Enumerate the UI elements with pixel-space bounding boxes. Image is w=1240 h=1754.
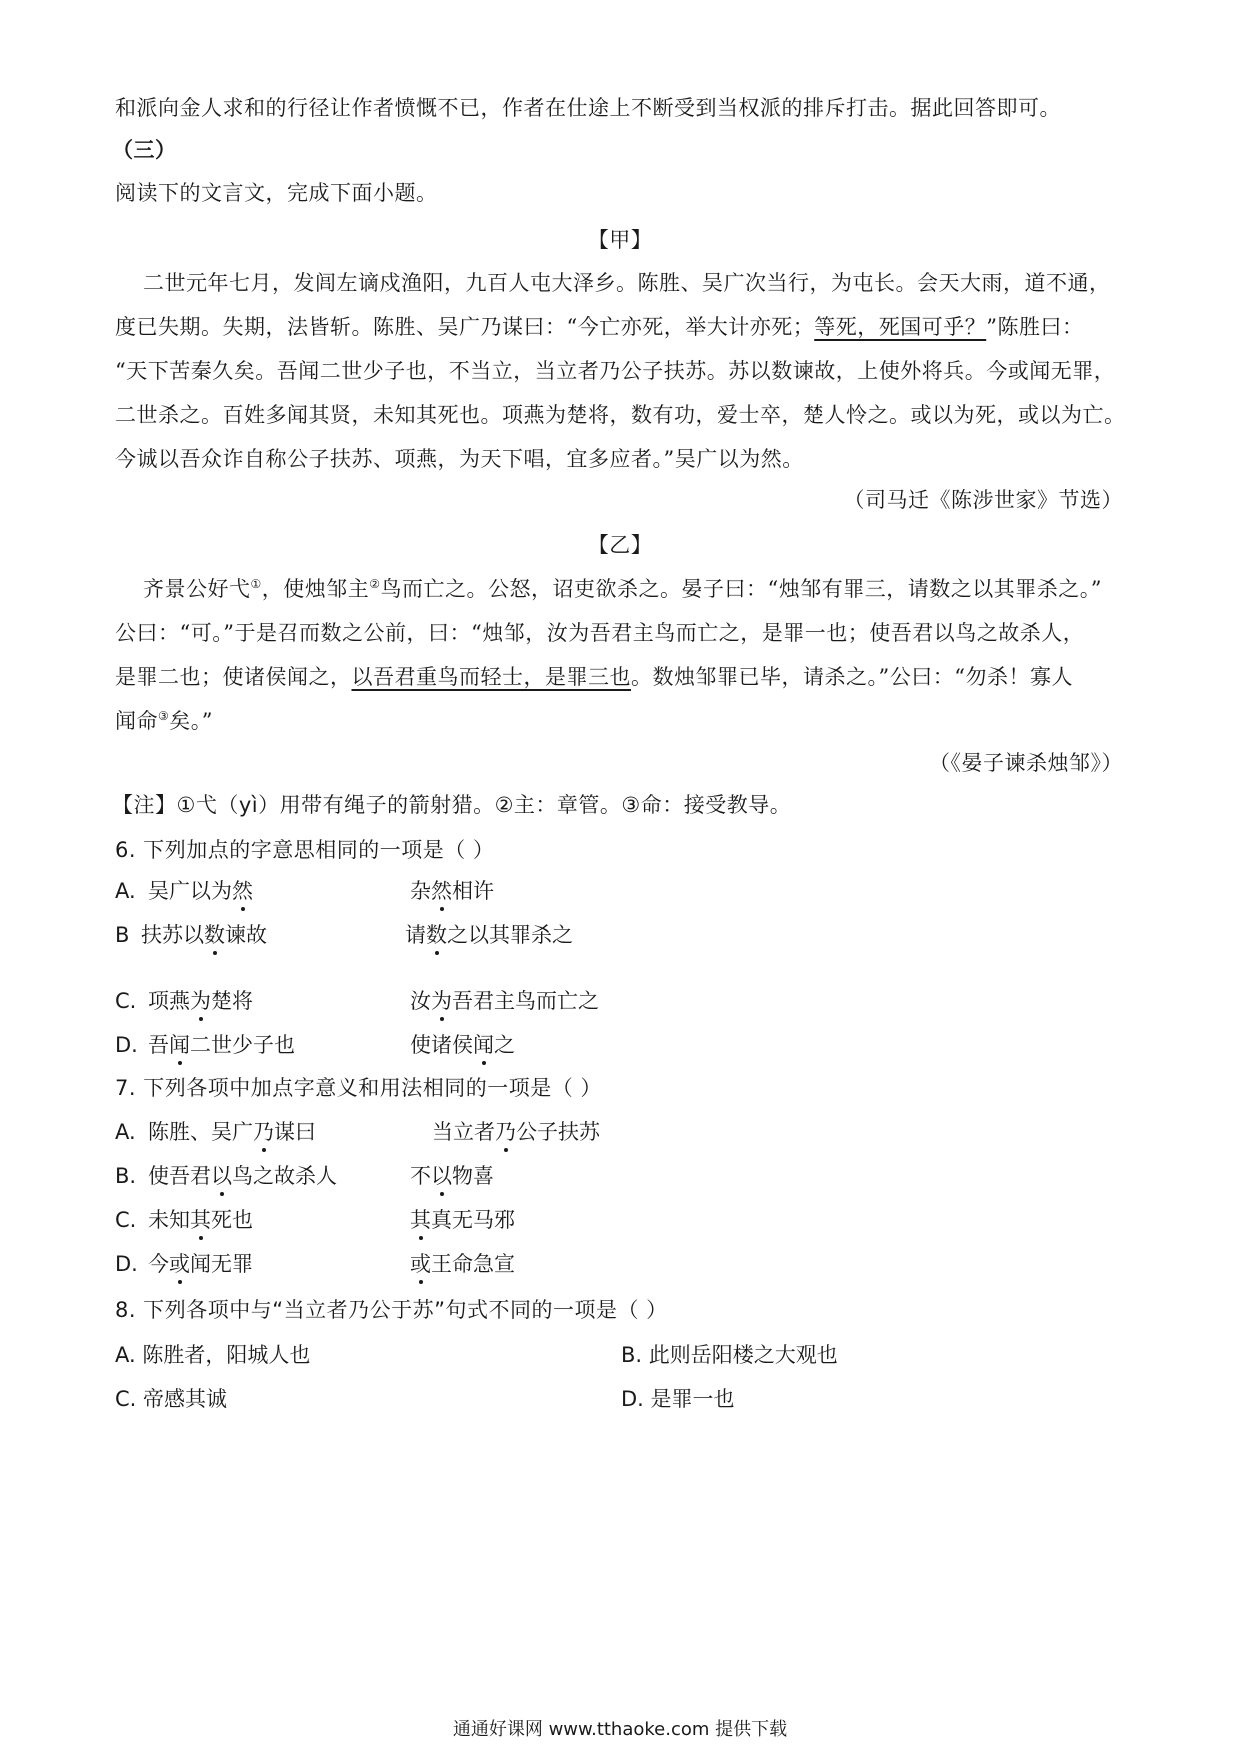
passage-jia-line-2-text: 度已失期。失期，法皆斩。陈胜、吴广乃谋曰：“今亡亦死，举大计亦死； — [115, 315, 815, 339]
q6-option-b-left — [141, 920, 267, 950]
option-text: 项燕 — [148, 989, 190, 1013]
option-text: 未知 — [148, 1208, 190, 1232]
option-text: 闻无罪 — [190, 1252, 253, 1276]
annotation-note: 【注】①弋（yì）用带有绳子的箭射猎。②主：章管。③命：接受教导。 — [112, 793, 792, 817]
option-text: 谋曰 — [274, 1120, 316, 1144]
option-label: D. — [621, 1387, 644, 1411]
dotted-char: 以 — [211, 1161, 232, 1191]
option-text: 使诸侯 — [410, 1033, 473, 1057]
option-text: 之 — [494, 1033, 515, 1057]
underlined-sentence-yi: 以吾君重鸟而轻士，是罪三也 — [351, 665, 631, 689]
dotted-char: 然 — [431, 876, 452, 906]
passage-yi-line-1 — [143, 574, 1153, 604]
option-text: 吴广以为 — [148, 879, 232, 903]
passage-yi-text: 鸟而亡之。公怒，诏吏欲杀之。晏子曰：“烛邹有罪三，请数之以其罪杀之。” — [380, 577, 1102, 601]
option-label: C. — [115, 1387, 137, 1411]
option-text: 帝感其诚 — [143, 1387, 228, 1411]
option-text: 杂 — [410, 879, 431, 903]
passage-jia-line-2-tail: ”陈胜曰： — [986, 315, 1084, 339]
option-text: 楚将 — [211, 989, 253, 1013]
q6-option-b-right — [405, 920, 573, 950]
q7-option-c-label: C. — [115, 1208, 137, 1232]
passage-yi-text: ，使烛邹主 — [261, 577, 370, 601]
passage-yi-line-2: 公曰：“可。”于是召而数之公前，曰：“烛邹，汝为吾君主鸟而亡之，是罪一也；使吾君以鸟之故杀人， — [115, 621, 1085, 645]
option-text: 不 — [410, 1164, 431, 1188]
q6-option-c-right — [410, 986, 599, 1016]
dotted-char: 乃 — [495, 1117, 516, 1147]
option-text: 陈胜者，阳城人也 — [142, 1343, 311, 1367]
option-text: 之以其罪杀之 — [447, 923, 573, 947]
option-text: 此则岳阳楼之大观也 — [648, 1343, 838, 1367]
dotted-char: 以 — [431, 1161, 452, 1191]
option-text: 陈胜、吴广 — [148, 1120, 253, 1144]
dotted-char: 闻 — [473, 1030, 494, 1060]
q6-option-c-label: C. — [115, 989, 137, 1013]
passage-yi-text: 齐景公好弋 — [143, 577, 251, 601]
option-text: 使吾君 — [148, 1164, 211, 1188]
q8-option-b — [621, 1340, 838, 1370]
q7-option-b-label: B. — [115, 1164, 137, 1188]
q7-option-c-left — [148, 1205, 253, 1235]
passage-jia-line-5: 今诚以吾众诈自称公子扶苏、项燕，为天下唱，宜多应者。”吴广以为然。 — [115, 447, 804, 471]
passage-yi-heading: 【乙】 — [587, 533, 653, 557]
q7-option-d-left — [148, 1249, 253, 1279]
q6-option-a-label: A. — [115, 879, 136, 903]
dotted-char: 或 — [410, 1249, 431, 1279]
q6-option-d-right — [410, 1030, 515, 1060]
option-text: 鸟之故杀人 — [232, 1164, 337, 1188]
option-text: 是罪一也 — [650, 1387, 735, 1411]
option-text: 吾 — [148, 1033, 169, 1057]
option-text: 谏故 — [225, 923, 267, 947]
option-text: 物喜 — [452, 1164, 494, 1188]
passage-yi-text: 闻命 — [115, 709, 158, 733]
footnote-marker: ② — [369, 577, 381, 591]
option-text: 真无马邪 — [431, 1208, 515, 1232]
passage-jia-heading: 【甲】 — [587, 228, 653, 252]
dotted-char: 数 — [426, 920, 447, 950]
passage-jia-line-4: 二世杀之。百姓多闻其贤，未知其死也。项燕为楚将，数有功，爱士卒，楚人怜之。或以为死，或以为亡。 — [115, 403, 1126, 427]
dotted-char: 乃 — [253, 1117, 274, 1147]
passage-jia-source: （司马迁《陈涉世家》节选） — [843, 488, 1123, 512]
passage-yi-line-4 — [115, 706, 1125, 736]
q7-option-d-right — [410, 1249, 515, 1279]
q8-option-a — [115, 1340, 310, 1370]
option-text: 今 — [148, 1252, 169, 1276]
passage-jia-line-3: “天下苦秦久矣。吾闻二世少子也，不当立，当立者乃公子扶苏。苏以数谏故，上使外将兵。今或闻无罪， — [115, 359, 1116, 383]
footnote-marker: ③ — [158, 709, 170, 723]
passage-yi-text: 是罪二也；使诸侯闻之， — [115, 665, 352, 689]
dotted-char: 其 — [410, 1205, 431, 1235]
underlined-sentence-jia: 等死，死国可乎？ — [814, 315, 987, 339]
q7-option-c-right — [410, 1205, 515, 1235]
option-text: 吾君主鸟而亡之 — [452, 989, 599, 1013]
instruction: 阅读下的文言文，完成下面小题。 — [115, 181, 438, 205]
q7-option-a-left — [148, 1117, 316, 1147]
intro-line: 和派向金人求和的行径让作者愤慨不已，作者在仕途上不断受到当权派的排斥打击。据此回答即可。 — [115, 96, 1061, 120]
q6-option-c-left — [148, 986, 253, 1016]
passage-jia-line-1: 二世元年七月，发闾左谪戍渔阳，九百人屯大泽乡。陈胜、吴广次当行，为屯长。会天大雨，道不通， — [143, 271, 1111, 295]
dotted-char: 其 — [190, 1205, 211, 1235]
question-7-stem: 7. 下列各项中加点字意义和用法相同的一项是（ ） — [115, 1076, 602, 1100]
option-text: 死也 — [211, 1208, 253, 1232]
question-6-stem: 6. 下列加点的字意思相同的一项是（ ） — [115, 838, 495, 862]
section-heading: （三） — [112, 138, 177, 162]
q6-option-d-label: D. — [115, 1033, 138, 1057]
option-text: 请 — [405, 923, 426, 947]
option-label: B. — [621, 1343, 643, 1367]
q7-option-a-right — [432, 1117, 600, 1147]
option-text: 公子扶苏 — [516, 1120, 600, 1144]
dotted-char: 为 — [431, 986, 452, 1016]
q7-option-d-label: D. — [115, 1252, 138, 1276]
option-text: 王命急宣 — [431, 1252, 515, 1276]
passage-jia-line-2 — [115, 312, 1125, 342]
dotted-char: 然 — [232, 876, 253, 906]
q7-option-b-right — [410, 1161, 494, 1191]
q8-option-c — [115, 1384, 227, 1414]
passage-yi-source: （《晏子谏杀烛邹》） — [929, 751, 1123, 775]
q7-option-a-label: A. — [115, 1120, 136, 1144]
q6-option-a-left — [148, 876, 253, 906]
question-8-stem: 8. 下列各项中与“当立者乃公于苏”句式不同的一项是（ ） — [115, 1298, 668, 1322]
option-text: 扶苏以 — [141, 923, 204, 947]
dotted-char: 为 — [190, 986, 211, 1016]
passage-yi-text: 矣。” — [169, 709, 214, 733]
q6-option-d-left — [148, 1030, 295, 1060]
passage-yi-line-3 — [115, 662, 1125, 692]
q7-option-b-left — [148, 1161, 337, 1191]
q6-option-a-right — [410, 876, 494, 906]
option-text: 相许 — [452, 879, 494, 903]
option-text: 汝 — [410, 989, 431, 1013]
option-text: 二世少子也 — [190, 1033, 295, 1057]
passage-yi-text: 。数烛邹罪已毕，请杀之。”公曰：“勿杀！寡人 — [631, 665, 1073, 689]
q8-option-d — [621, 1384, 735, 1414]
option-text: 当立者 — [432, 1120, 495, 1144]
page-footer: 通通好课网 www.tthaoke.com 提供下载 — [452, 1719, 788, 1740]
dotted-char: 数 — [204, 920, 225, 950]
option-label: A. — [115, 1343, 136, 1367]
footnote-marker: ① — [250, 577, 262, 591]
dotted-char: 或 — [169, 1249, 190, 1279]
q6-option-b-label: B — [115, 923, 130, 947]
dotted-char: 闻 — [169, 1030, 190, 1060]
